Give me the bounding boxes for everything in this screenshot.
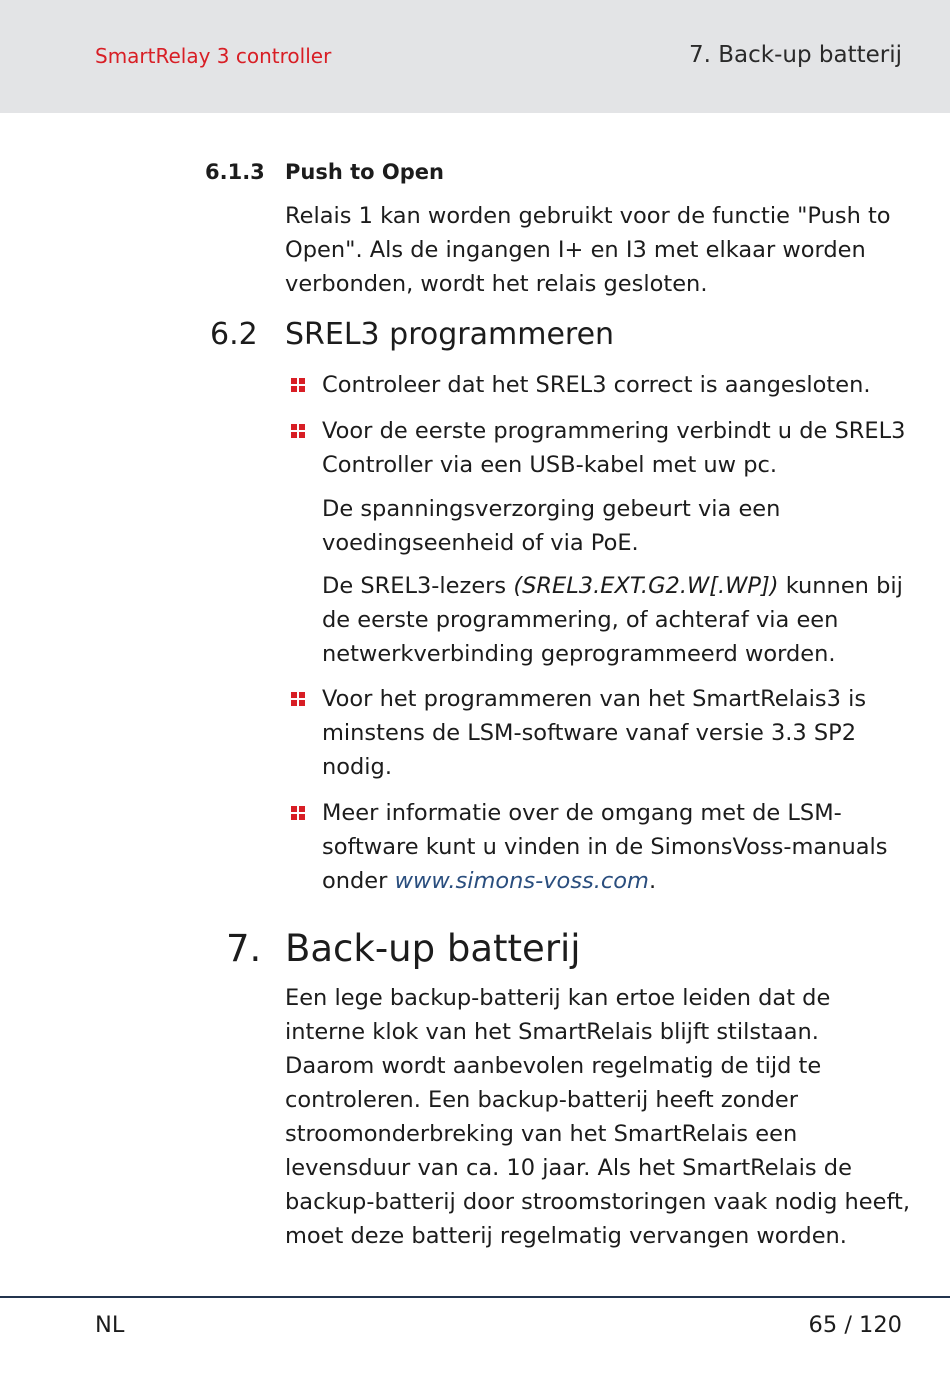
product-name: SmartRelay 3 controller: [95, 44, 332, 68]
bullet-item-3: Voor het programmeren van het SmartRelais3 is minstens de LSM-software vanaf versie 3.3 SP2 nodig.: [322, 686, 867, 780]
bullet-item-2: Voor de eerste programmering verbindt u de SREL3 Controller via een USB-kabel met uw pc.: [322, 418, 906, 478]
reader-model-code: (SREL3.EXT.G2.W[.WP]): [513, 573, 779, 599]
readers-suffix: kunnen bij de eerste programmering, of achteraf via een netwerkverbinding geprogrammeerd worden.: [322, 573, 903, 667]
bullet-icon: [291, 378, 305, 392]
readers-prefix: De SREL3-lezers: [322, 573, 507, 599]
bullet-icon: [291, 806, 305, 820]
footer-language: NL: [95, 1312, 125, 1338]
bullet-icon: [291, 424, 305, 438]
bullet-item-4-text: Meer informatie over de omgang met de LSM-software kunt u vinden in de SimonsVoss-manuals onder: [322, 800, 888, 894]
footer-divider: [0, 1296, 950, 1298]
simons-voss-link[interactable]: www.simons-voss.com: [394, 868, 649, 894]
section-number-6-1-3: 6.1.3: [205, 160, 265, 184]
page-number: 65 / 120: [808, 1312, 902, 1338]
section-number-7: 7.: [226, 927, 262, 970]
bullet-item-4-end: .: [648, 868, 657, 894]
bullet-icon: [291, 692, 305, 706]
push-to-open-paragraph: Relais 1 kan worden gebruikt voor de functie "Push to Open". Als de ingangen I+ en I3 met elkaar worden verbonden, wordt het relais gesloten.: [285, 203, 891, 297]
battery-paragraph: Een lege backup-batterij kan ertoe leiden dat de interne klok van het SmartRelais blijft stilstaan. Daarom wordt aanbevolen regelmatig de tijd te controleren. Een backup-batterij heeft zonder stroomonderbreking van het SmartRelais een levensduur van ca. 10 jaar. Als het SmartRelais de backup-batterij door stroomstoringen vaak nodig heeft, moet deze batterij regelmatig vervangen worden.: [285, 985, 910, 1249]
chapter-title: 7. Back-up batterij: [689, 42, 902, 68]
section-title-back-up-batterij: Back-up batterij: [285, 927, 581, 970]
section-title-push-to-open: Push to Open: [285, 160, 444, 184]
bullet-item-4: [322, 796, 912, 898]
bullet-item-1: Controleer dat het SREL3 correct is aangesloten.: [322, 372, 871, 398]
section-number-6-2: 6.2: [210, 317, 258, 352]
section-title-srel3-programmeren: SREL3 programmeren: [285, 317, 615, 352]
readers-paragraph: [322, 569, 910, 671]
power-supply-paragraph: De spanningsverzorging gebeurt via een voedingseenheid of via PoE.: [322, 496, 781, 556]
page-header: [0, 0, 950, 113]
